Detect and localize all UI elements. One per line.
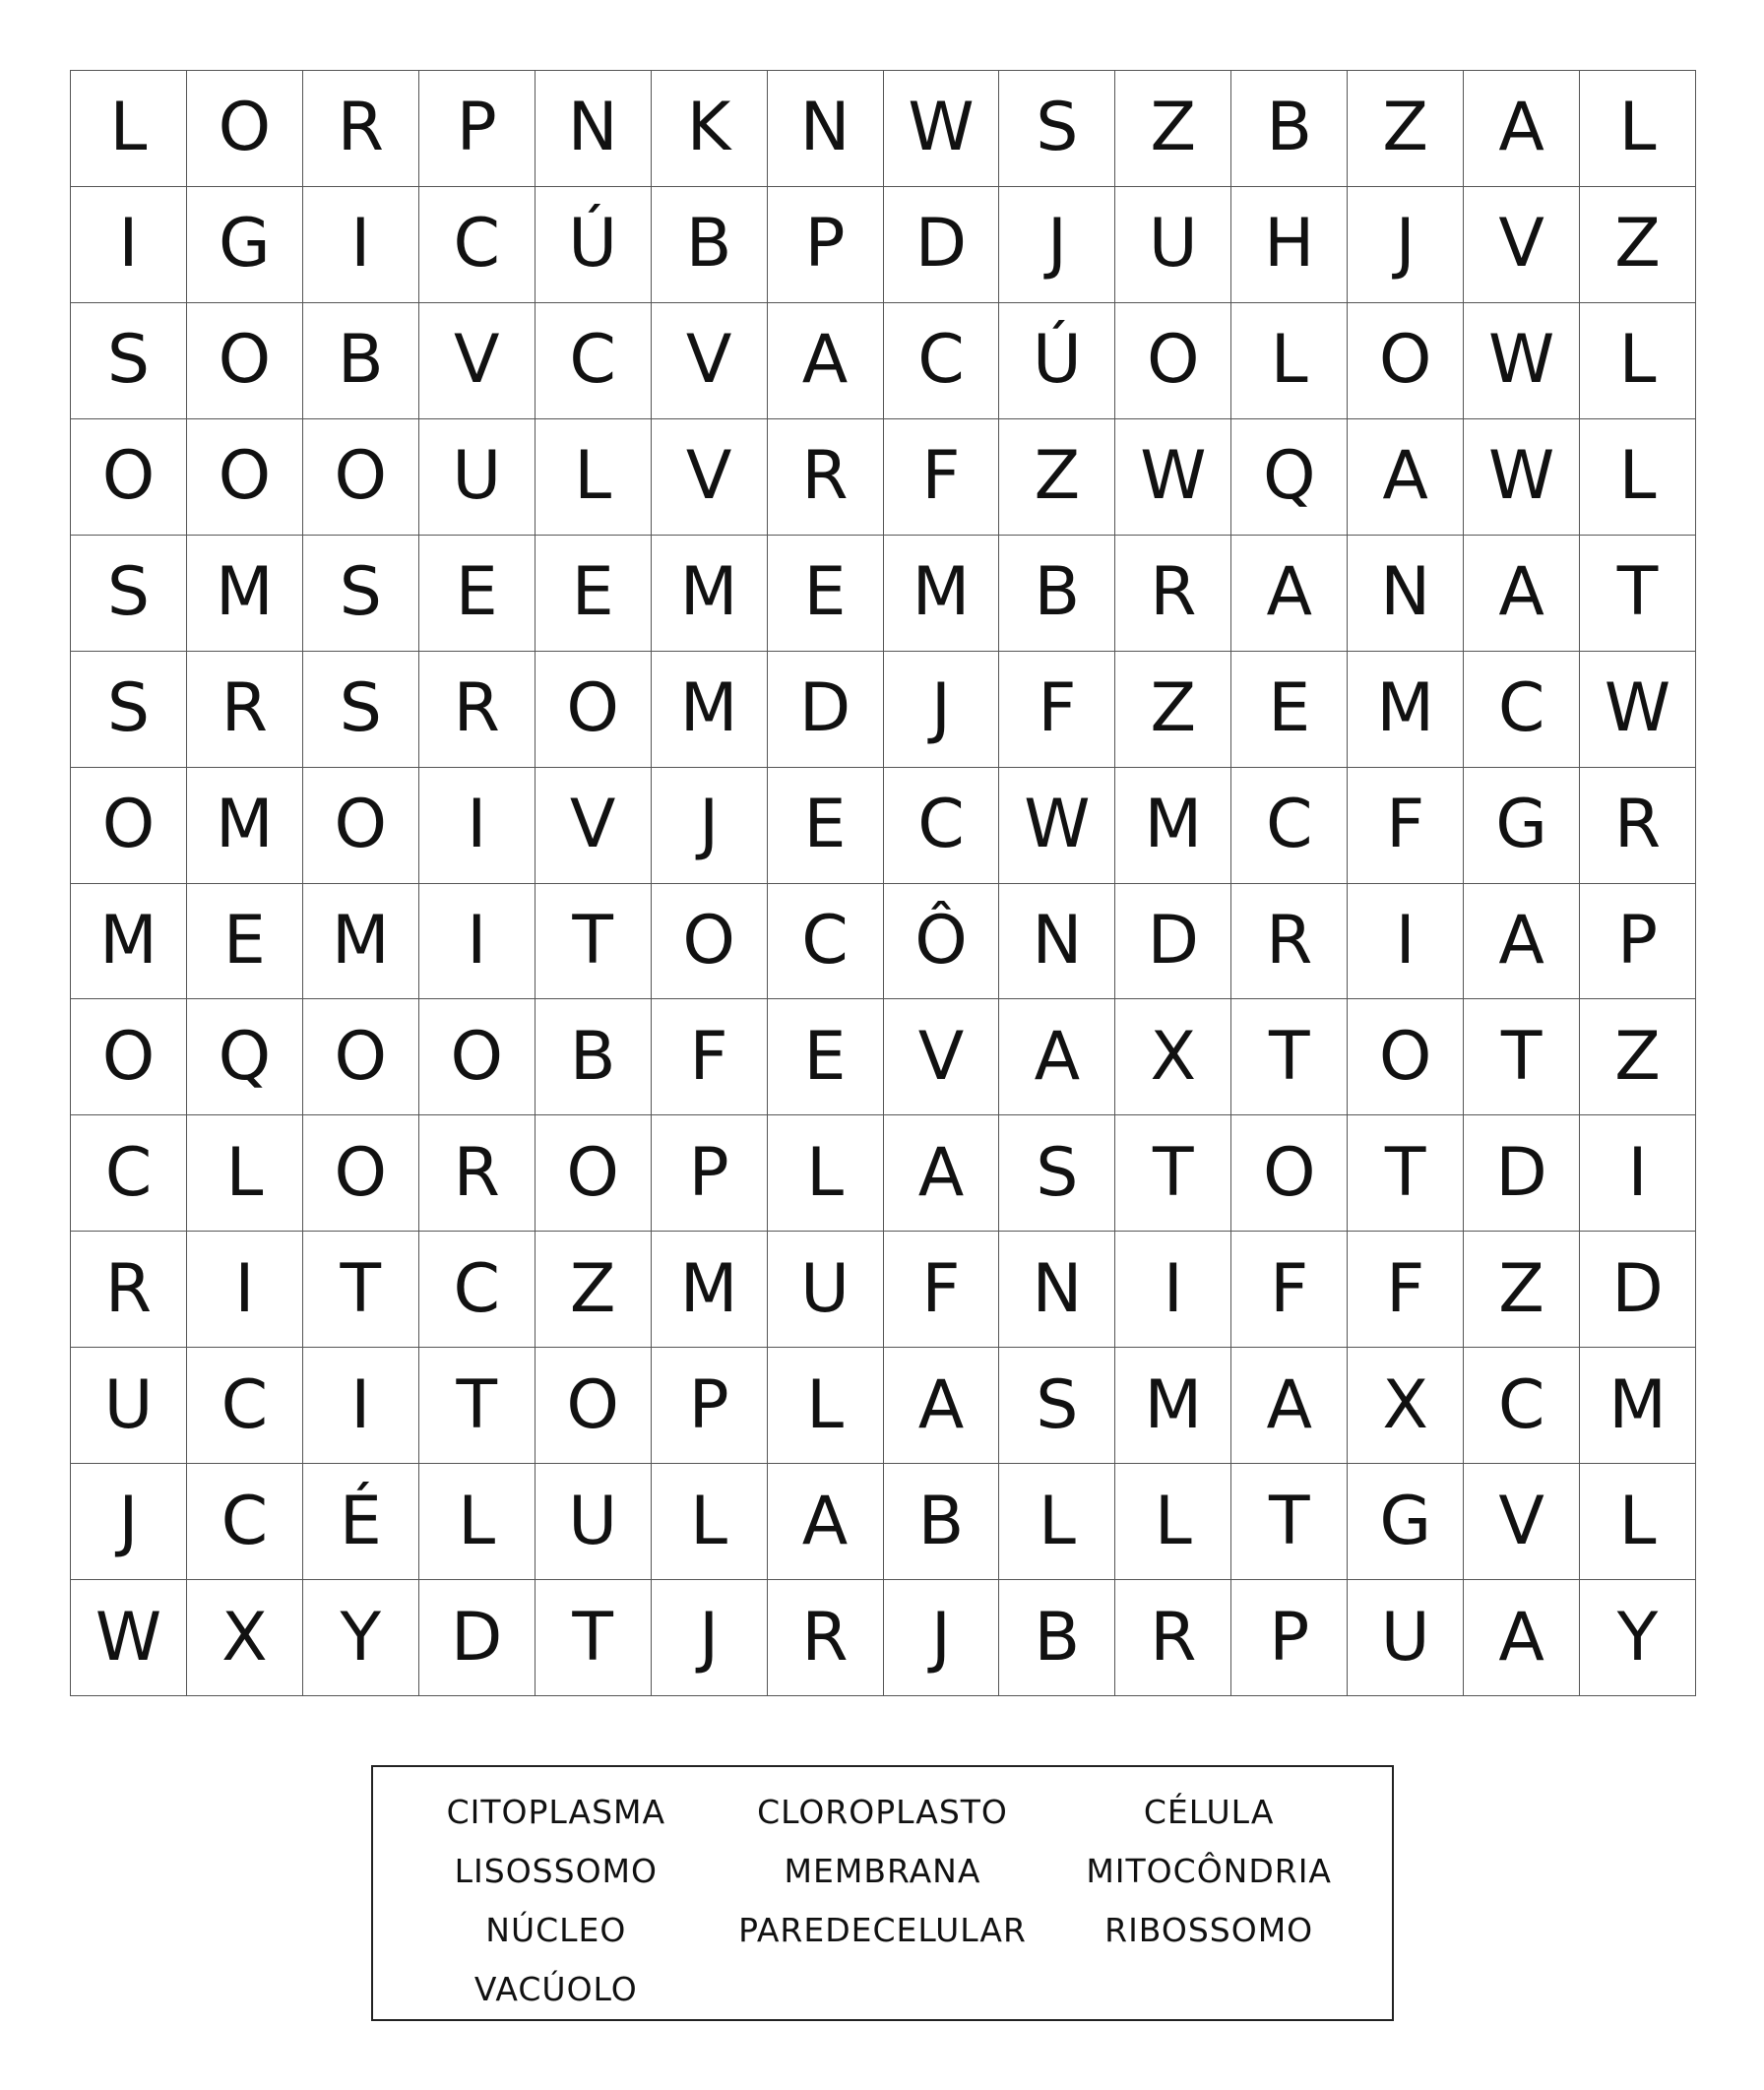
grid-cell[interactable]: O [1115, 303, 1231, 419]
grid-cell[interactable]: M [884, 536, 1000, 652]
grid-cell[interactable]: I [187, 1232, 303, 1348]
grid-cell[interactable]: P [652, 1348, 768, 1464]
grid-cell[interactable]: B [1231, 71, 1348, 187]
grid-cell[interactable]: A [1464, 884, 1580, 1000]
grid-cell[interactable]: T [1231, 1464, 1348, 1580]
grid-cell[interactable]: P [1580, 884, 1696, 1000]
grid-cell[interactable]: X [1115, 999, 1231, 1115]
grid-cell[interactable]: F [1348, 1232, 1464, 1348]
grid-cell[interactable]: C [419, 187, 536, 303]
grid-cell[interactable]: Ú [536, 187, 652, 303]
grid-cell[interactable]: Ô [884, 884, 1000, 1000]
grid-cell[interactable]: R [419, 1115, 536, 1232]
word-list-item: RIBOSSOMO [1104, 1911, 1314, 1949]
grid-cell[interactable]: L [1115, 1464, 1231, 1580]
word-list-item: CLOROPLASTO [757, 1793, 1008, 1831]
grid-cell[interactable]: M [652, 1232, 768, 1348]
grid-cell[interactable]: N [1348, 536, 1464, 652]
grid-cell[interactable]: I [1348, 884, 1464, 1000]
grid-cell[interactable]: L [1231, 303, 1348, 419]
grid-cell[interactable]: P [1231, 1580, 1348, 1696]
grid-cell[interactable]: I [419, 768, 536, 884]
grid-cell[interactable]: V [1464, 1464, 1580, 1580]
word-list [371, 1765, 1394, 2021]
grid-cell[interactable]: M [187, 768, 303, 884]
grid-cell[interactable]: O [1348, 999, 1464, 1115]
grid-cell[interactable]: T [1464, 999, 1580, 1115]
grid-cell[interactable]: V [1464, 187, 1580, 303]
grid-cell[interactable]: S [303, 536, 419, 652]
grid-cell[interactable]: U [419, 419, 536, 536]
grid-cell[interactable]: F [884, 419, 1000, 536]
grid-cell[interactable]: L [1580, 303, 1696, 419]
grid-cell[interactable]: F [1231, 1232, 1348, 1348]
grid-cell[interactable]: T [1580, 536, 1696, 652]
grid-cell[interactable]: A [884, 1115, 1000, 1232]
word-list-item: CÉLULA [1143, 1793, 1275, 1831]
grid-cell[interactable]: R [1115, 1580, 1231, 1696]
grid-cell[interactable]: L [1580, 419, 1696, 536]
grid-cell[interactable]: L [1580, 1464, 1696, 1580]
grid-cell[interactable]: M [71, 884, 187, 1000]
grid-cell[interactable]: Z [536, 1232, 652, 1348]
grid-cell[interactable]: M [187, 536, 303, 652]
grid-cell[interactable]: S [71, 303, 187, 419]
grid-cell[interactable]: Z [1115, 71, 1231, 187]
grid-cell[interactable]: K [652, 71, 768, 187]
grid-cell[interactable]: C [1464, 1348, 1580, 1464]
grid-cell[interactable]: E [419, 536, 536, 652]
grid-cell[interactable]: N [999, 884, 1115, 1000]
grid-cell[interactable]: L [652, 1464, 768, 1580]
grid-cell[interactable]: N [768, 71, 884, 187]
grid-cell[interactable]: E [536, 536, 652, 652]
grid-cell[interactable]: Z [1580, 187, 1696, 303]
grid-cell[interactable]: I [419, 884, 536, 1000]
grid-cell[interactable]: L [419, 1464, 536, 1580]
grid-cell[interactable]: C [1231, 768, 1348, 884]
grid-cell[interactable]: O [536, 1115, 652, 1232]
grid-cell[interactable]: F [999, 652, 1115, 768]
grid-cell[interactable]: U [1348, 1580, 1464, 1696]
grid-cell[interactable]: É [303, 1464, 419, 1580]
grid-cell[interactable]: J [652, 768, 768, 884]
grid-cell[interactable]: E [768, 999, 884, 1115]
grid-cell[interactable]: J [999, 187, 1115, 303]
grid-cell[interactable]: S [999, 1348, 1115, 1464]
grid-cell[interactable]: O [303, 419, 419, 536]
grid-cell[interactable]: C [187, 1464, 303, 1580]
grid-cell[interactable]: C [884, 303, 1000, 419]
grid-cell[interactable]: T [536, 884, 652, 1000]
grid-cell[interactable]: D [1580, 1232, 1696, 1348]
grid-cell[interactable]: T [1115, 1115, 1231, 1232]
grid-cell[interactable]: O [303, 1115, 419, 1232]
grid-cell[interactable]: O [187, 419, 303, 536]
grid-cell[interactable]: C [71, 1115, 187, 1232]
grid-cell[interactable]: Q [187, 999, 303, 1115]
grid-cell[interactable]: D [1115, 884, 1231, 1000]
grid-cell[interactable]: V [884, 999, 1000, 1115]
grid-cell[interactable]: E [768, 536, 884, 652]
grid-cell[interactable]: V [652, 303, 768, 419]
grid-cell[interactable]: R [1115, 536, 1231, 652]
word-list-item: LISOSSOMO [454, 1852, 658, 1890]
grid-cell[interactable]: R [303, 71, 419, 187]
grid-cell[interactable]: C [536, 303, 652, 419]
grid-cell[interactable]: I [71, 187, 187, 303]
grid-cell[interactable]: I [1115, 1232, 1231, 1348]
grid-cell[interactable]: W [1115, 419, 1231, 536]
grid-cell[interactable]: J [884, 1580, 1000, 1696]
grid-cell[interactable]: O [1231, 1115, 1348, 1232]
word-list-item: VACÚOLO [473, 1970, 638, 2008]
grid-cell[interactable]: S [303, 652, 419, 768]
grid-cell[interactable]: Z [1115, 652, 1231, 768]
grid-cell[interactable]: W [1464, 419, 1580, 536]
grid-cell[interactable]: S [71, 536, 187, 652]
grid-cell[interactable]: A [1348, 419, 1464, 536]
word-list-item: NÚCLEO [485, 1911, 627, 1949]
grid-cell[interactable]: F [1348, 768, 1464, 884]
grid-cell[interactable]: R [71, 1232, 187, 1348]
grid-cell[interactable]: W [71, 1580, 187, 1696]
grid-cell[interactable]: N [999, 1232, 1115, 1348]
grid-cell[interactable]: Y [1580, 1580, 1696, 1696]
grid-cell[interactable]: T [536, 1580, 652, 1696]
grid-cell[interactable]: M [652, 652, 768, 768]
grid-cell[interactable]: G [1348, 1464, 1464, 1580]
grid-cell[interactable]: E [768, 768, 884, 884]
grid-cell[interactable]: A [1464, 1580, 1580, 1696]
grid-cell[interactable]: A [1231, 536, 1348, 652]
grid-cell[interactable]: B [652, 187, 768, 303]
grid-cell[interactable]: V [419, 303, 536, 419]
grid-cell[interactable]: M [652, 536, 768, 652]
grid-cell[interactable]: S [999, 1115, 1115, 1232]
grid-cell[interactable]: C [768, 884, 884, 1000]
grid-cell[interactable]: W [884, 71, 1000, 187]
grid-cell[interactable]: T [1348, 1115, 1464, 1232]
grid-cell[interactable]: J [652, 1580, 768, 1696]
grid-cell[interactable]: B [999, 1580, 1115, 1696]
grid-cell[interactable]: X [1348, 1348, 1464, 1464]
grid-cell[interactable]: Y [303, 1580, 419, 1696]
grid-cell[interactable]: R [419, 652, 536, 768]
grid-cell[interactable]: S [999, 71, 1115, 187]
grid-cell[interactable]: E [187, 884, 303, 1000]
grid-cell[interactable]: L [768, 1115, 884, 1232]
grid-cell[interactable]: A [1464, 71, 1580, 187]
grid-cell[interactable]: O [187, 71, 303, 187]
grid-cell[interactable]: M [303, 884, 419, 1000]
grid-cell[interactable]: L [536, 419, 652, 536]
grid-cell[interactable]: O [419, 999, 536, 1115]
grid-cell[interactable]: T [419, 1348, 536, 1464]
grid-cell[interactable]: U [71, 1348, 187, 1464]
grid-cell[interactable]: D [768, 652, 884, 768]
grid-cell[interactable]: A [1231, 1348, 1348, 1464]
grid-cell[interactable]: H [1231, 187, 1348, 303]
grid-cell[interactable]: O [303, 768, 419, 884]
grid-cell[interactable]: B [999, 536, 1115, 652]
grid-cell[interactable]: T [1231, 999, 1348, 1115]
grid-cell[interactable]: M [1115, 1348, 1231, 1464]
grid-cell[interactable]: C [419, 1232, 536, 1348]
grid-cell[interactable]: O [71, 999, 187, 1115]
grid-cell[interactable]: A [999, 999, 1115, 1115]
grid-cell[interactable]: Ú [999, 303, 1115, 419]
grid-cell[interactable]: C [884, 768, 1000, 884]
word-list-item: MEMBRANA [784, 1852, 981, 1890]
word-list-item: PAREDECELULAR [738, 1911, 1027, 1949]
grid-cell[interactable]: R [768, 419, 884, 536]
grid-cell[interactable]: W [1464, 303, 1580, 419]
grid-cell[interactable]: O [536, 652, 652, 768]
grid-cell[interactable]: L [71, 71, 187, 187]
grid-cell[interactable]: F [884, 1232, 1000, 1348]
grid-cell[interactable]: V [536, 768, 652, 884]
grid-cell[interactable]: A [1464, 536, 1580, 652]
word-list-item: MITOCÔNDRIA [1086, 1852, 1332, 1890]
grid-cell[interactable]: Q [1231, 419, 1348, 536]
grid-cell[interactable]: I [1580, 1115, 1696, 1232]
grid-cell[interactable]: A [884, 1348, 1000, 1464]
grid-cell[interactable]: Z [1580, 999, 1696, 1115]
grid-cell[interactable]: R [1580, 768, 1696, 884]
grid-cell[interactable]: F [652, 999, 768, 1115]
grid-cell[interactable]: R [1231, 884, 1348, 1000]
grid-cell[interactable]: I [303, 1348, 419, 1464]
grid-cell[interactable]: M [1348, 652, 1464, 768]
grid-cell[interactable]: U [768, 1232, 884, 1348]
word-list-item: CITOPLASMA [446, 1793, 666, 1831]
grid-cell[interactable]: X [187, 1580, 303, 1696]
grid-cell[interactable]: O [303, 999, 419, 1115]
grid-cell[interactable]: B [303, 303, 419, 419]
grid-cell[interactable]: L [768, 1348, 884, 1464]
grid-cell[interactable]: G [1464, 768, 1580, 884]
grid-cell[interactable]: B [884, 1464, 1000, 1580]
grid-cell[interactable]: O [187, 303, 303, 419]
grid-cell[interactable]: R [768, 1580, 884, 1696]
grid-cell[interactable]: E [1231, 652, 1348, 768]
grid-cell[interactable]: A [768, 1464, 884, 1580]
grid-cell[interactable]: J [1348, 187, 1464, 303]
grid-cell[interactable]: O [71, 768, 187, 884]
grid-cell[interactable]: P [652, 1115, 768, 1232]
grid-cell[interactable]: Z [999, 419, 1115, 536]
grid-cell[interactable]: R [187, 652, 303, 768]
grid-cell[interactable]: J [884, 652, 1000, 768]
grid-cell[interactable]: Z [1348, 71, 1464, 187]
grid-cell[interactable]: P [768, 187, 884, 303]
grid-cell[interactable]: U [536, 1464, 652, 1580]
grid-cell[interactable]: W [1580, 652, 1696, 768]
grid-cell[interactable]: O [1348, 303, 1464, 419]
grid-cell[interactable]: A [768, 303, 884, 419]
grid-cell[interactable]: M [1580, 1348, 1696, 1464]
grid-cell[interactable]: L [999, 1464, 1115, 1580]
grid-cell[interactable]: L [187, 1115, 303, 1232]
grid-cell[interactable]: G [187, 187, 303, 303]
grid-cell[interactable]: Z [1464, 1232, 1580, 1348]
grid-cell[interactable]: O [71, 419, 187, 536]
grid-cell[interactable]: L [1580, 71, 1696, 187]
grid-cell[interactable]: V [652, 419, 768, 536]
grid-cell[interactable]: O [652, 884, 768, 1000]
grid-cell[interactable]: D [884, 187, 1000, 303]
grid-cell[interactable]: D [1464, 1115, 1580, 1232]
grid-cell[interactable]: B [536, 999, 652, 1115]
grid-cell[interactable]: P [419, 71, 536, 187]
grid-cell[interactable]: N [536, 71, 652, 187]
grid-cell[interactable]: I [303, 187, 419, 303]
grid-cell[interactable]: C [1464, 652, 1580, 768]
grid-cell[interactable]: D [419, 1580, 536, 1696]
grid-cell[interactable]: U [1115, 187, 1231, 303]
grid-cell[interactable]: M [1115, 768, 1231, 884]
grid-cell[interactable]: S [71, 652, 187, 768]
grid-cell[interactable]: C [187, 1348, 303, 1464]
letter-grid [70, 70, 1696, 1696]
grid-cell[interactable]: J [71, 1464, 187, 1580]
grid-cell[interactable]: T [303, 1232, 419, 1348]
grid-cell[interactable]: W [999, 768, 1115, 884]
grid-cell[interactable]: O [536, 1348, 652, 1464]
